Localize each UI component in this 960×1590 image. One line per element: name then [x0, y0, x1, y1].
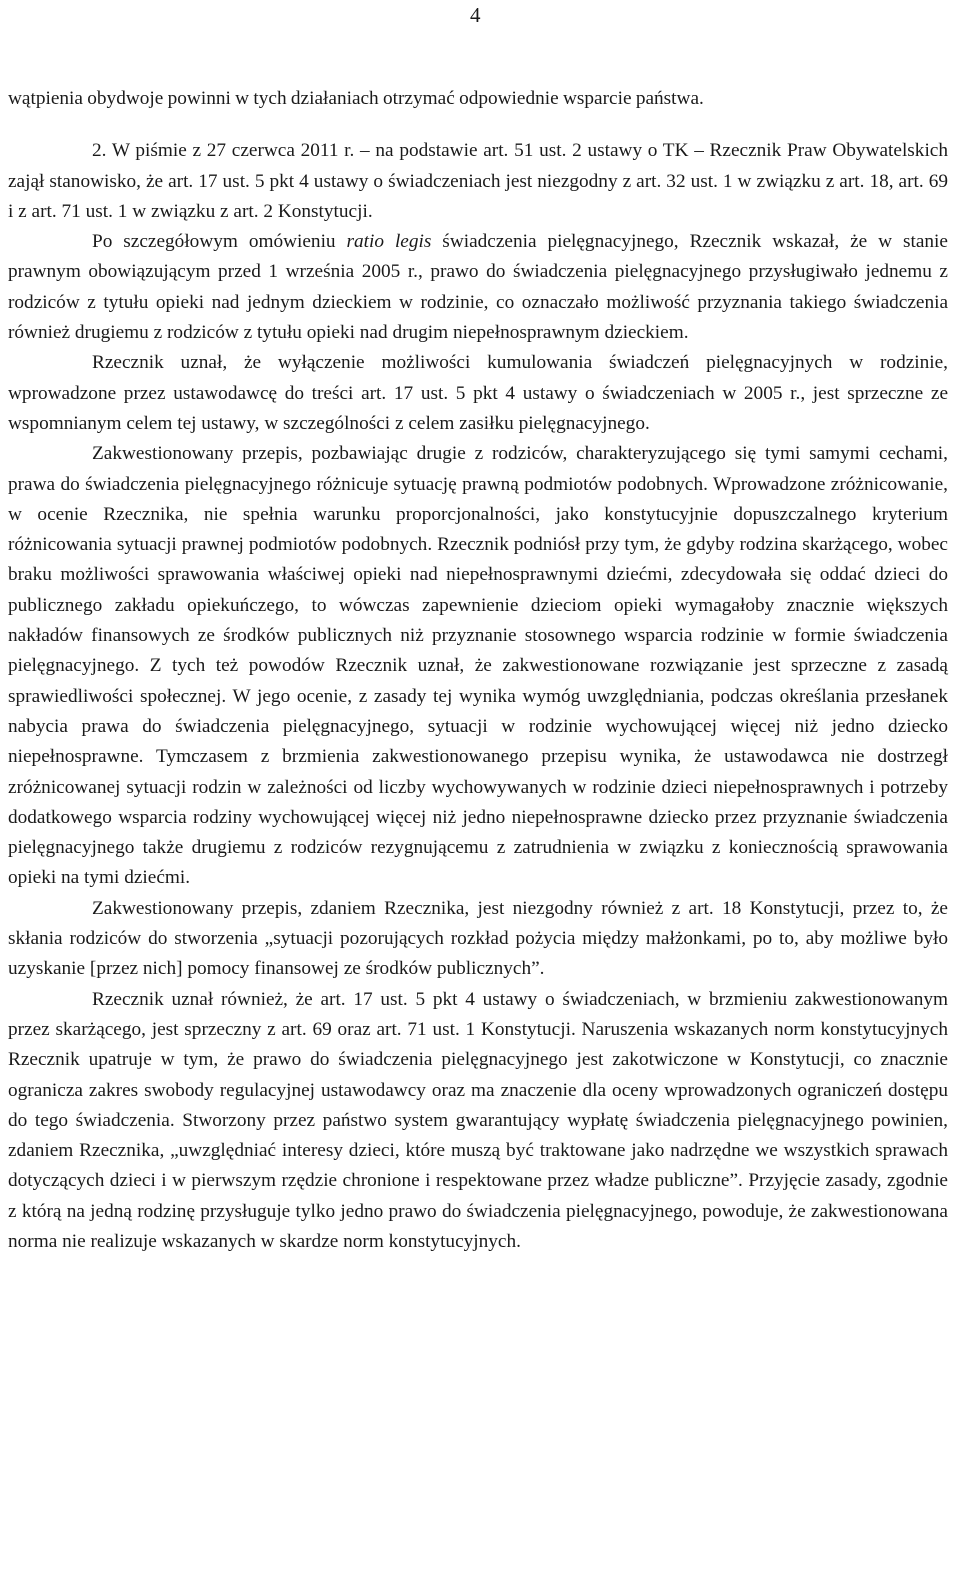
paragraph-art-69-71: Rzecznik uznał również, że art. 17 ust. 5 pkt 4 ustawy o świadczeniach, w brzmieniu zakwestionowanym przez skarżącego, jest sprzeczny z art. 69 oraz art. 71 ust. 1 Konstytucji. Naruszenia wskazanych norm konstytucyjnych Rzecznik upatruje w tym, że prawo do świadczenia pielęgnacyjnego jest zakotwiczone w Konstytucji, co znacznie ogranicza zakres swobody regulacyjnej ustawodawcy oraz ma znaczenie dla oceny wprowadzonych ograniczeń dostępu do tego świadczenia. Stworzony przez państwo system gwarantujący wypłatę świadczenia pielęgnacyjnego powinien, zdaniem Rzecznika, „uwzględniać interesy dzieci, które muszą być traktowane jako nadrzędne we wszystkich sprawach dotyczących dzieci i w pierwszym rzędzie chronione i respektowane przez władze publiczne”. Przyjęcie zasady, zgodnie z którą na jedną rodzinę przysługuje tylko jedno prawo do świadczenia pielęgnacyjnego, powoduje, że zakwestionowana norma nie realizuje wskazanych w skardze norm konstytucyjnych. — [8, 988, 948, 1252]
paragraph-text: świadczenia pielęgnacyjnego, Rzecznik wskazał, że w stanie prawnym obowiązującym przed 1 września 2005 r., prawo do świadczenia pielęgnacyjnego przysługiwało jednemu z rodziców z tytułu opieki nad jednym dzieckiem w rodzinie, co oznaczało możliwość przyznania takiego świadczenia również drugiemu z rodziców z tytułu opieki nad drugim niepełnosprawnym dzieckiem. — [8, 231, 948, 344]
document-body — [8, 84, 948, 1257]
page-number: 4 — [470, 3, 481, 27]
paragraph-gap — [8, 114, 948, 136]
paragraph-art-18: Zakwestionowany przepis, zdaniem Rzecznika, jest niezgodny również z art. 18 Konstytucji, przez to, że skłania rodziców do stworzenia „sytuacji pozorujących rozkład pożycia między małżonkami, po to, aby możliwe było uzyskanie [przez nich] pomocy finansowej ze środków publicznych”. — [8, 897, 948, 980]
paragraph-kumulowanie: Rzecznik uznał, że wyłączenie możliwości kumulowania świadczeń pielęgnacyjnych w rodzinie, wprowadzone przez ustawodawcę do treści art. 17 ust. 5 pkt 4 ustawy o świadczeniach w 2005 r., jest sprzeczne ze wspomnianym celem tej ustawy, w szczególności z celem zasiłku pielęgnacyjnego. — [8, 352, 948, 434]
paragraph-continuation: wątpienia obydwoje powinni w tych działaniach otrzymać odpowiednie wsparcie państwa. — [8, 88, 704, 109]
paragraph-text: Po szczegółowym omówieniu — [92, 231, 347, 253]
paragraph-rownosc: Zakwestionowany przepis, pozbawiając drugie z rodziców, charakteryzującego się tymi samymi cechami, prawa do świadczenia pielęgnacyjnego różnicuje sytuację prawną podmiotów podobnych. Wprowadzone zróżnicowanie, w ocenie Rzecznika, nie spełnia warunku proporcjonalności, jako konstytucyjnie dopuszczalnego kryterium różnicowania sytuacji prawnej podmiotów podobnych. Rzecznik podniósł przy tym, że gdyby rodzina skarżącego, wobec braku możliwości sprawowania właściwej opieki nad niepełnosprawnymi dziećmi, zdecydowała się oddać dzieci do publicznego zakładu opiekuńczego, to wówczas zapewnienie dzieciom opieki wymagałoby znacznie większych nakładów finansowych ze środków publicznych niż przyznanie stosownego wsparcia rodzinie w formie świadczenia pielęgnacyjnego. Z tych też powodów Rzecznik uznał, że zakwestionowane rozwiązanie jest sprzeczne z zasadą sprawiedliwości społecznej. W jego ocenie, z zasady tej wynika wymóg uwzględniania, podczas określania przesłanek nabycia prawa do świadczenia pielęgnacyjnego, sytuacji w rodzinie wychowującej więcej niż jedno dziecko niepełnosprawne. Tymczasem z brzmienia zakwestionowanego przepisu wynika, że ustawodawca nie dostrzegł zróżnicowanej sytuacji rodzin w zależności od liczby wychowywanych w rodzinie dzieci niepełnosprawnych i potrzeby dodatkowego wsparcia rodziny wychowującej więcej niż jedno niepełnosprawne dziecko przez przyznanie świadczenia pielęgnacyjnego także drugiemu z rodziców rezygnującemu z zatrudnienia w związku z koniecznością sprawowania opieki na tymi dziećmi. — [8, 443, 948, 889]
italic-term: ratio legis — [346, 231, 432, 253]
paragraph-section-2: 2. W piśmie z 27 czerwca 2011 r. – na podstawie art. 51 ust. 2 ustawy o TK – Rzecznik Praw Obywatelskich zajął stanowisko, że art. 17 ust. 5 pkt 4 ustawy o świadczeniach jest niezgodny z art. 32 ust. 1 w związku z art. 18, art. 69 i z art. 71 ust. 1 w związku z art. 2 Konstytucji. — [8, 140, 948, 222]
paragraph-ratio-legis — [8, 227, 948, 348]
